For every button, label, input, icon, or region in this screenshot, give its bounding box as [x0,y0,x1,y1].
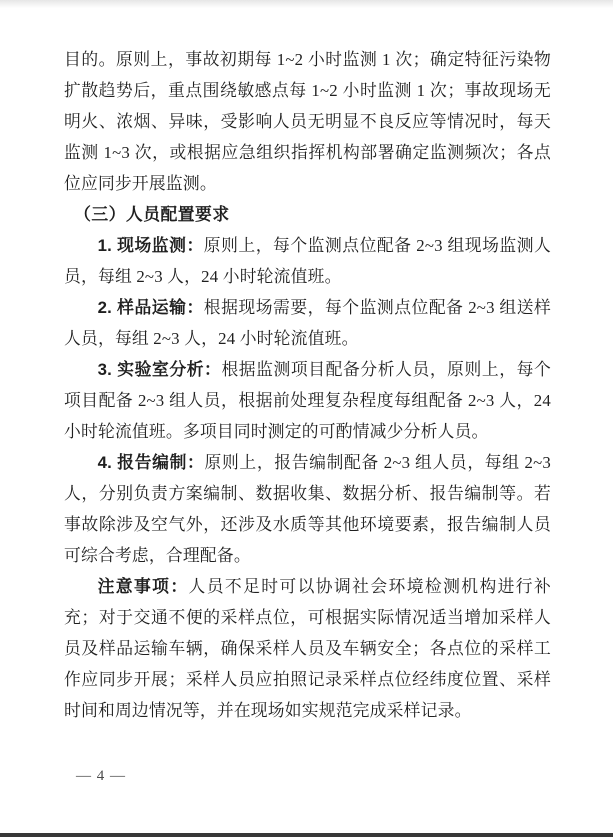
paragraph-lead-notes: 注意事项： [97,577,189,596]
paragraph-text: 原则上，报告编制配备 2~3 组人员，每组 2~3 人，分别负责方案编制、数据收集、数据分析、报告编制等。若事故除涉及空气外，还涉及水质等其他环境要素，报告编制人员可综合考虑，合理配备。 [64,453,551,565]
document-page [64,44,551,726]
paragraph-report-preparation [64,447,551,571]
paragraph-monitoring-frequency: 目的。原则上，事故初期每 1~2 小时监测 1 次；确定特征污染物扩散趋势后，重点围绕敏感点每 1~2 小时监测 1 次；事故现场无明火、浓烟、异味，受影响人员无明显不良反应等情况时，每天监测 1~3 次，或根据应急组织指挥机构部署确定监测频次；各点位应同步开展监测。 [64,50,551,193]
paragraph-lead-field-monitoring: 1. 现场监测： [97,236,204,255]
section-heading-personnel-requirements: （三）人员配置要求 [74,205,230,224]
page-top-shadow [0,0,613,8]
paragraph-lab-analysis [64,354,551,447]
paragraph-text: 根据监测项目配备分析人员，原则上，每个项目配备 2~3 组人员，根据前处理复杂程度每组配备 2~3 人，24 小时轮流值班。多项目同时测定的可酌情减少分析人员。 [64,360,551,441]
paragraph-text: 原则上，每个监测点位配备 2~3 组现场监测人员，每组 2~3 人，24 小时轮流值班。 [64,236,551,286]
paragraph-field-monitoring [64,230,551,292]
viewer-bottom-edge [0,833,613,837]
paragraph-notes [64,571,551,726]
page-number: — 4 — [76,768,126,784]
paragraph-lead-report-preparation: 4. 报告编制： [97,453,205,472]
paragraph-text: 根据现场需要，每个监测点位配备 2~3 组送样人员，每组 2~3 人，24 小时轮流值班。 [64,298,551,348]
paragraph-sample-transport [64,292,551,354]
paragraph-text: 人员不足时可以协调社会环境检测机构进行补充；对于交通不便的采样点位，可根据实际情况适当增加采样人员及样品运输车辆，确保采样人员及车辆安全；各点位的采样工作应同步开展；采样人员应拍照记录采样点位经纬度位置、采样时间和周边情况等，并在现场如实规范完成采样记录。 [64,577,551,720]
paragraph-lead-sample-transport: 2. 样品运输： [97,298,204,317]
paragraph-lead-lab-analysis: 3. 实验室分析： [97,360,222,379]
